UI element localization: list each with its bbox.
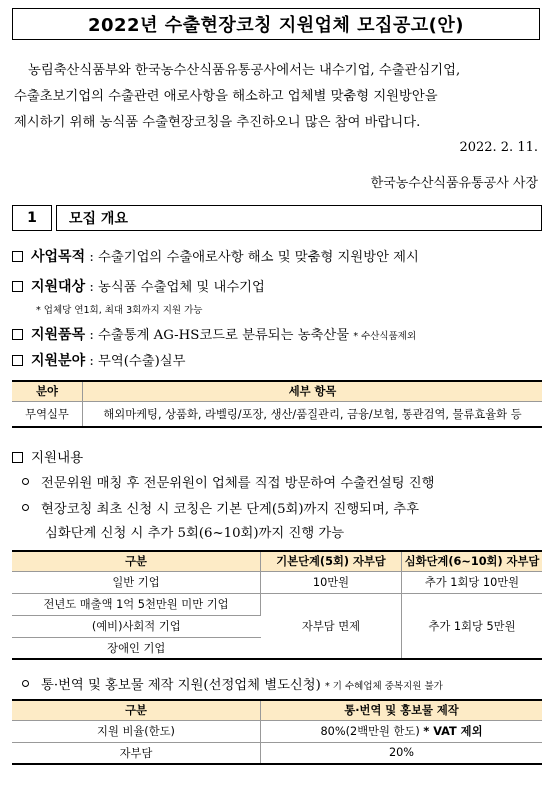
checkbox-icon bbox=[12, 452, 23, 463]
circle-bullet-icon bbox=[22, 680, 29, 687]
item-note: * 수산식품제외 bbox=[353, 331, 417, 342]
circle-bullet-icon bbox=[22, 478, 29, 485]
fee-table bbox=[12, 550, 542, 660]
checkbox-icon bbox=[12, 355, 23, 366]
content-bullet-2 bbox=[22, 498, 419, 517]
table-cell: 일반 기업 bbox=[12, 571, 261, 593]
circle-bullet-icon bbox=[22, 504, 29, 511]
item-label: 사업목적 bbox=[31, 249, 86, 265]
item-target bbox=[12, 276, 265, 296]
support-note: * 기 수혜업체 중복지원 불가 bbox=[325, 681, 443, 692]
content-label: 지원내용 bbox=[31, 450, 84, 466]
content-bullet-2-cont: 심화단계 신청 시 추가 5회(6~10회)까지 진행 가능 bbox=[45, 526, 345, 541]
table-cell: (예비)사회적 기업 bbox=[12, 615, 261, 637]
table-cell: 추가 1회당 5만원 bbox=[402, 593, 543, 659]
item-field bbox=[12, 350, 186, 370]
item-label: 지원분야 bbox=[31, 353, 86, 369]
table-header: 심화단계(6~10회) 자부담 bbox=[402, 551, 543, 571]
table-cell bbox=[261, 720, 543, 742]
table-cell: 20% bbox=[261, 742, 543, 764]
item-label: 지원대상 bbox=[31, 279, 86, 295]
table-cell: 장애인 기업 bbox=[12, 637, 261, 659]
table-header: 분야 bbox=[12, 381, 83, 401]
intro-line-3: 제시하기 위해 농식품 수출현장코칭을 추진하오니 많은 참여 바랍니다. bbox=[14, 115, 421, 130]
content-heading bbox=[12, 446, 83, 466]
content-bullet-1 bbox=[22, 472, 434, 491]
section-number: 1 bbox=[12, 205, 52, 231]
item-text: : 수출통계 AG-HS코드로 분류되는 농축산물 bbox=[89, 328, 350, 343]
announcement-date: 2022. 2. 11. bbox=[459, 140, 538, 155]
table-cell: 10만원 bbox=[261, 571, 402, 593]
item-text: : 수출기업의 수출애로사항 해소 및 맞춤형 지원방안 제시 bbox=[89, 250, 419, 265]
table-header: 구분 bbox=[12, 551, 261, 571]
support-item bbox=[22, 674, 443, 693]
checkbox-icon bbox=[12, 281, 23, 292]
vat-note: * VAT 제외 bbox=[423, 725, 483, 738]
section-title: 모집 개요 bbox=[56, 205, 542, 231]
table-cell: 자부담 면제 bbox=[261, 593, 402, 659]
table-cell: 해외마케팅, 상품화, 라벨링/포장, 생산/품질관리, 금융/보험, 통관검역, 물류효율화 등 bbox=[83, 401, 543, 427]
checkbox-icon bbox=[12, 251, 23, 262]
item-purpose bbox=[12, 246, 419, 266]
table-cell: 무역실무 bbox=[12, 401, 83, 427]
table-header: 구분 bbox=[12, 700, 261, 720]
table-cell: 지원 비율(한도) bbox=[12, 720, 261, 742]
sender: 한국농수산식품유통공사 사장 bbox=[370, 176, 538, 191]
support-text: 통·번역 및 홍보물 제작 지원(선정업체 별도신청) bbox=[41, 678, 321, 693]
item-target-note: * 업체당 연1회, 최대 3회까지 지원 가능 bbox=[36, 305, 203, 316]
table-cell: 추가 1회당 10만원 bbox=[402, 571, 543, 593]
intro-line-1: 농림축산식품부와 한국농수산식품유통공사에서는 내수기업, 수출관심기업, bbox=[28, 63, 461, 78]
table-header: 세부 항목 bbox=[83, 381, 543, 401]
table-cell: 자부담 bbox=[12, 742, 261, 764]
translation-table bbox=[12, 699, 542, 765]
table-header: 통·번역 및 홍보물 제작 bbox=[261, 700, 543, 720]
bullet-text: 전문위원 매칭 후 전문위원이 업체를 직접 방문하여 수출컨설팅 진행 bbox=[41, 476, 435, 491]
intro-paragraph bbox=[14, 58, 542, 136]
intro-line-2: 수출초보기업의 수출관련 애로사항을 해소하고 업체별 맞춤형 지원방안을 bbox=[14, 89, 438, 104]
table-header: 기본단계(5회) 자부담 bbox=[261, 551, 402, 571]
checkbox-icon bbox=[12, 329, 23, 340]
table-cell: 전년도 매출액 1억 5천만원 미만 기업 bbox=[12, 593, 261, 615]
item-text: : 무역(수출)실무 bbox=[89, 354, 186, 369]
section-header bbox=[12, 205, 542, 231]
page-title: 2022년 수출현장코칭 지원업체 모집공고(안) bbox=[12, 8, 540, 40]
rate-value: 80%(2백만원 한도) bbox=[320, 725, 420, 738]
field-table bbox=[12, 380, 542, 428]
bullet-text: 현장코칭 최초 신청 시 코칭은 기본 단계(5회)까지 진행되며, 추후 bbox=[41, 502, 419, 517]
item-label: 지원품목 bbox=[31, 327, 86, 343]
item-text: : 농식품 수출업체 및 내수기업 bbox=[89, 280, 265, 295]
item-product bbox=[12, 324, 416, 344]
